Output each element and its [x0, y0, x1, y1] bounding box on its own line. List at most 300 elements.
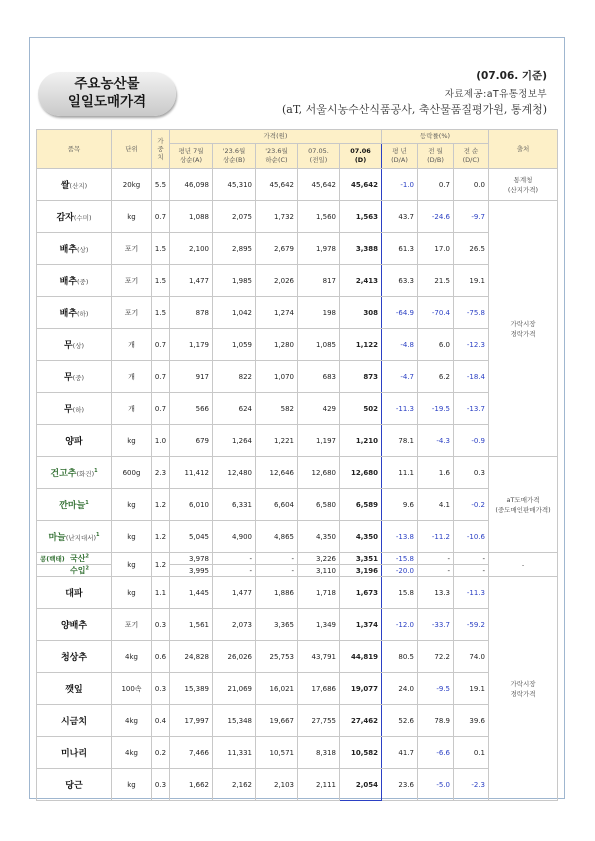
change-db-cell: 72.2	[418, 641, 454, 673]
table-row	[37, 577, 558, 609]
footnote-mark: 2	[85, 553, 89, 560]
change-db-cell: -33.7	[418, 609, 454, 641]
price-c-cell: 1,732	[256, 201, 298, 233]
unit-cell: 100속	[112, 673, 152, 705]
price-d-cell: 2,413	[340, 265, 382, 297]
item-name: 수입	[70, 566, 86, 575]
price-b-cell: 2,073	[213, 609, 256, 641]
price-b-cell: 6,331	[213, 489, 256, 521]
price-a-cell: 566	[170, 393, 213, 425]
weight-cell: 0.3	[152, 769, 170, 801]
weight-cell: 0.2	[152, 737, 170, 769]
price-a-cell: 1,179	[170, 329, 213, 361]
item-name-cell	[37, 577, 112, 609]
item-name-cell	[37, 457, 112, 489]
table-row	[37, 521, 558, 553]
table-row	[37, 201, 558, 233]
item-name: 쌀	[60, 181, 70, 191]
price-d-cell: 3,196	[340, 565, 382, 577]
soybean-label: 콩(백태)	[40, 555, 65, 563]
price-prev-cell: 27,755	[298, 705, 340, 737]
price-prev-cell: 17,686	[298, 673, 340, 705]
change-db-cell: -70.4	[418, 297, 454, 329]
table-row	[37, 361, 558, 393]
price-c-cell: 2,026	[256, 265, 298, 297]
price-b-cell: 1,059	[213, 329, 256, 361]
price-b-cell: -	[213, 565, 256, 577]
item-name-cell	[37, 609, 112, 641]
price-d-cell: 502	[340, 393, 382, 425]
price-d-cell: 873	[340, 361, 382, 393]
price-c-cell: 25,753	[256, 641, 298, 673]
source-cell: -	[489, 553, 558, 577]
source-text: 경락가격	[510, 329, 536, 338]
weight-cell: 2.3	[152, 457, 170, 489]
soybean-item-cell	[37, 565, 112, 577]
price-b-cell: -	[213, 553, 256, 565]
item-grade: (하)	[72, 406, 85, 414]
weight-cell: 1.2	[152, 489, 170, 521]
price-prev-cell: 1,978	[298, 233, 340, 265]
change-da-cell: 78.1	[382, 425, 418, 457]
price-a-cell: 6,010	[170, 489, 213, 521]
price-a-cell: 679	[170, 425, 213, 457]
table-row	[37, 705, 558, 737]
weight-cell: 1.0	[152, 425, 170, 457]
reference-date: (07.06. 기준)	[476, 70, 547, 82]
price-c-cell: 2,679	[256, 233, 298, 265]
unit-cell: 4kg	[112, 737, 152, 769]
item-name: 양파	[65, 437, 83, 447]
change-db-cell: 6.2	[418, 361, 454, 393]
weight-cell: 0.7	[152, 393, 170, 425]
price-prev-cell: 1,349	[298, 609, 340, 641]
table-row	[37, 169, 558, 201]
item-grade: (상)	[72, 342, 85, 350]
price-a-cell: 3,978	[170, 553, 213, 565]
item-grade: (상)	[77, 246, 89, 254]
change-db-cell: -11.2	[418, 521, 454, 553]
change-da-cell: -64.9	[382, 297, 418, 329]
table-row	[37, 233, 558, 265]
price-c-cell: 4,865	[256, 521, 298, 553]
price-prev-cell: 1,560	[298, 201, 340, 233]
table-row	[37, 769, 558, 801]
source-text: 경락가격	[510, 689, 536, 698]
item-grade: (중)	[72, 374, 85, 382]
price-d-cell: 1,563	[340, 201, 382, 233]
price-c-cell: 1,070	[256, 361, 298, 393]
item-name: 배추	[59, 245, 78, 255]
change-db-cell: -24.6	[418, 201, 454, 233]
price-prev-cell: 198	[298, 297, 340, 329]
price-b-cell: 11,331	[213, 737, 256, 769]
change-da-cell: -4.7	[382, 361, 418, 393]
price-c-cell: 45,642	[256, 169, 298, 201]
change-dc-cell: 0.0	[454, 169, 489, 201]
weight-cell: 0.3	[152, 673, 170, 705]
unit-cell: kg	[112, 577, 152, 609]
price-prev-cell: 8,318	[298, 737, 340, 769]
item-grade: (화건)	[76, 470, 95, 478]
price-c-cell: 3,365	[256, 609, 298, 641]
weight-cell: 1.2	[152, 553, 170, 577]
source-text: (산지가격)	[507, 185, 539, 194]
price-a-cell: 917	[170, 361, 213, 393]
price-d-cell: 1,210	[340, 425, 382, 457]
change-db-cell: 21.5	[418, 265, 454, 297]
weight-cell: 5.5	[152, 169, 170, 201]
change-da-cell: 15.8	[382, 577, 418, 609]
price-c-cell: 19,667	[256, 705, 298, 737]
change-db-cell: -	[418, 553, 454, 565]
item-name-cell	[37, 201, 112, 233]
item-name: 국산	[70, 554, 86, 563]
item-name: 마늘	[48, 533, 66, 543]
change-da-cell: 41.7	[382, 737, 418, 769]
price-prev-cell: 1,085	[298, 329, 340, 361]
price-b-cell: 1,477	[213, 577, 256, 609]
item-name-cell	[37, 169, 112, 201]
item-name: 대파	[65, 589, 83, 599]
data-provider: 자료제공:aT유통정보부	[444, 89, 547, 100]
change-dc-cell: -	[454, 553, 489, 565]
weight-cell: 0.7	[152, 201, 170, 233]
weight-cell: 1.2	[152, 521, 170, 553]
price-c-cell: -	[256, 565, 298, 577]
change-da-cell: -12.0	[382, 609, 418, 641]
price-d-cell: 19,077	[340, 673, 382, 705]
item-name-cell	[37, 705, 112, 737]
change-da-cell: -13.8	[382, 521, 418, 553]
price-b-cell: 822	[213, 361, 256, 393]
table-row	[37, 641, 558, 673]
table-row	[37, 609, 558, 641]
price-b-cell: 4,900	[213, 521, 256, 553]
change-db-cell: 17.0	[418, 233, 454, 265]
change-dc-cell: 39.6	[454, 705, 489, 737]
weight-cell: 1.5	[152, 297, 170, 329]
price-d-cell: 6,589	[340, 489, 382, 521]
weight-cell: 1.1	[152, 577, 170, 609]
price-c-cell: 1,221	[256, 425, 298, 457]
item-name-cell	[37, 641, 112, 673]
item-name: 양배추	[60, 621, 88, 631]
col-price-a: 평년 7월 상순(A)	[170, 144, 213, 169]
item-name: 깐마늘	[59, 501, 86, 511]
item-name-cell	[37, 297, 112, 329]
change-dc-cell: 0.1	[454, 737, 489, 769]
col-change-db: 전 월 (D/B)	[418, 144, 454, 169]
col-price-c: '23.6월 하순(C)	[256, 144, 298, 169]
change-dc-cell: 0.3	[454, 457, 489, 489]
unit-cell: 포기	[112, 297, 152, 329]
change-dc-cell: -12.3	[454, 329, 489, 361]
unit-cell: 600g	[112, 457, 152, 489]
price-d-cell: 3,351	[340, 553, 382, 565]
weight-cell: 0.7	[152, 361, 170, 393]
change-da-cell: -1.0	[382, 169, 418, 201]
table-row	[37, 553, 558, 565]
change-db-cell: 0.7	[418, 169, 454, 201]
source-text: (중도매인판매가격)	[495, 505, 551, 514]
change-dc-cell: -2.3	[454, 769, 489, 801]
item-name-cell	[37, 673, 112, 705]
col-price-prev: 07.05. (전일)	[298, 144, 340, 169]
price-b-cell: 12,480	[213, 457, 256, 489]
change-db-cell: 4.1	[418, 489, 454, 521]
price-b-cell: 2,075	[213, 201, 256, 233]
price-c-cell: 1,886	[256, 577, 298, 609]
item-name-cell	[37, 361, 112, 393]
table-row	[37, 489, 558, 521]
footnote-mark: 2	[85, 565, 89, 572]
price-a-cell: 878	[170, 297, 213, 329]
price-a-cell: 3,995	[170, 565, 213, 577]
change-dc-cell: -0.2	[454, 489, 489, 521]
price-b-cell: 2,162	[213, 769, 256, 801]
price-c-cell: 1,280	[256, 329, 298, 361]
unit-cell: 4kg	[112, 641, 152, 673]
weight-cell: 1.5	[152, 233, 170, 265]
item-name: 무	[63, 373, 73, 383]
price-c-cell: 16,021	[256, 673, 298, 705]
unit-cell: kg	[112, 521, 152, 553]
price-a-cell: 1,445	[170, 577, 213, 609]
price-a-cell: 17,997	[170, 705, 213, 737]
col-item: 품목	[37, 130, 112, 169]
unit-cell: 20kg	[112, 169, 152, 201]
price-b-cell: 2,895	[213, 233, 256, 265]
change-da-cell: 52.6	[382, 705, 418, 737]
table-row	[37, 393, 558, 425]
price-d-cell: 308	[340, 297, 382, 329]
price-c-cell: 1,274	[256, 297, 298, 329]
price-prev-cell: 3,226	[298, 553, 340, 565]
price-b-cell: 1,042	[213, 297, 256, 329]
price-d-cell: 10,582	[340, 737, 382, 769]
price-d-cell: 1,122	[340, 329, 382, 361]
col-price-d: 07.06 (D)	[340, 144, 382, 169]
price-prev-cell: 4,350	[298, 521, 340, 553]
col-change-da: 평 년 (D/A)	[382, 144, 418, 169]
source-cell	[489, 577, 558, 801]
price-b-cell: 45,310	[213, 169, 256, 201]
weight-cell: 0.6	[152, 641, 170, 673]
unit-cell: kg	[112, 425, 152, 457]
change-db-cell: 13.3	[418, 577, 454, 609]
price-d-cell: 44,819	[340, 641, 382, 673]
price-prev-cell: 683	[298, 361, 340, 393]
item-name: 배추	[59, 277, 78, 287]
item-name: 감자	[56, 213, 74, 223]
table-row	[37, 737, 558, 769]
change-da-cell: -11.3	[382, 393, 418, 425]
change-da-cell: 63.3	[382, 265, 418, 297]
price-c-cell: 6,604	[256, 489, 298, 521]
item-name-cell	[37, 329, 112, 361]
change-da-cell: 23.6	[382, 769, 418, 801]
item-grade: (난지대서)	[65, 534, 97, 542]
price-a-cell: 1,662	[170, 769, 213, 801]
price-prev-cell: 429	[298, 393, 340, 425]
price-table	[36, 129, 558, 801]
price-prev-cell: 817	[298, 265, 340, 297]
change-dc-cell: -11.3	[454, 577, 489, 609]
price-c-cell: 10,571	[256, 737, 298, 769]
weight-cell: 0.4	[152, 705, 170, 737]
item-name-cell	[37, 393, 112, 425]
item-grade: (수미)	[73, 214, 92, 222]
price-d-cell: 12,680	[340, 457, 382, 489]
price-b-cell: 1,264	[213, 425, 256, 457]
unit-cell: kg	[112, 489, 152, 521]
item-name: 무	[63, 341, 73, 351]
change-db-cell: 1.6	[418, 457, 454, 489]
weight-cell: 0.3	[152, 609, 170, 641]
unit-cell: kg	[112, 769, 152, 801]
item-grade: (중)	[77, 278, 89, 286]
change-da-cell: -4.8	[382, 329, 418, 361]
price-prev-cell: 12,680	[298, 457, 340, 489]
col-price-group: 가격(원)	[170, 130, 382, 144]
price-a-cell: 46,098	[170, 169, 213, 201]
price-a-cell: 1,561	[170, 609, 213, 641]
change-dc-cell: -59.2	[454, 609, 489, 641]
change-da-cell: 9.6	[382, 489, 418, 521]
change-da-cell: -20.0	[382, 565, 418, 577]
title-badge	[38, 72, 176, 116]
col-source: 출처	[489, 130, 558, 169]
table-row	[37, 457, 558, 489]
table-row	[37, 425, 558, 457]
item-name: 건고추	[50, 469, 77, 479]
change-db-cell: -6.6	[418, 737, 454, 769]
item-name-cell	[37, 265, 112, 297]
price-prev-cell: 3,110	[298, 565, 340, 577]
col-unit: 단위	[112, 130, 152, 169]
source-text: 가락시장	[510, 679, 536, 688]
price-prev-cell: 45,642	[298, 169, 340, 201]
unit-cell: 4kg	[112, 705, 152, 737]
price-b-cell: 1,985	[213, 265, 256, 297]
price-d-cell: 27,462	[340, 705, 382, 737]
unit-cell: 개	[112, 393, 152, 425]
item-grade: (하)	[77, 310, 89, 318]
table-row	[37, 329, 558, 361]
price-prev-cell: 2,111	[298, 769, 340, 801]
item-name-cell	[37, 769, 112, 801]
change-da-cell: 43.7	[382, 201, 418, 233]
price-c-cell: 582	[256, 393, 298, 425]
data-sources: (aT, 서울시농수산식품공사, 축산물품질평가원, 통계청)	[282, 103, 547, 116]
weight-cell: 0.7	[152, 329, 170, 361]
item-name: 미나리	[60, 749, 88, 759]
weight-cell: 1.5	[152, 265, 170, 297]
price-a-cell: 24,828	[170, 641, 213, 673]
source-text: 가락시장	[510, 319, 536, 328]
price-b-cell: 21,069	[213, 673, 256, 705]
col-change-dc: 전 순 (D/C)	[454, 144, 489, 169]
soybean-item-cell	[37, 553, 112, 565]
change-dc-cell: 26.5	[454, 233, 489, 265]
item-name: 당근	[65, 781, 83, 791]
change-dc-cell: -75.8	[454, 297, 489, 329]
unit-cell: kg	[112, 553, 152, 577]
price-a-cell: 5,045	[170, 521, 213, 553]
item-name: 시금치	[60, 717, 88, 727]
change-dc-cell: 19.1	[454, 265, 489, 297]
col-weight	[152, 130, 170, 169]
table-row	[37, 673, 558, 705]
price-b-cell: 26,026	[213, 641, 256, 673]
source-text: 통계청	[513, 175, 533, 184]
unit-cell: kg	[112, 201, 152, 233]
item-name: 배추	[59, 309, 78, 319]
unit-cell: 포기	[112, 233, 152, 265]
change-dc-cell: 74.0	[454, 641, 489, 673]
change-db-cell: 78.9	[418, 705, 454, 737]
col-weight-label: 가중치	[157, 136, 164, 161]
change-db-cell: -5.0	[418, 769, 454, 801]
unit-cell: 포기	[112, 609, 152, 641]
price-a-cell: 1,477	[170, 265, 213, 297]
footnote-mark: 1	[96, 532, 100, 538]
change-dc-cell: -18.4	[454, 361, 489, 393]
price-c-cell: -	[256, 553, 298, 565]
change-da-cell: 80.5	[382, 641, 418, 673]
price-a-cell: 15,389	[170, 673, 213, 705]
col-price-b: '23.6월 상순(B)	[213, 144, 256, 169]
price-prev-cell: 43,791	[298, 641, 340, 673]
unit-cell: 개	[112, 361, 152, 393]
price-d-cell: 3,388	[340, 233, 382, 265]
price-b-cell: 15,348	[213, 705, 256, 737]
item-name-cell	[37, 489, 112, 521]
change-dc-cell: -0.9	[454, 425, 489, 457]
change-dc-cell: -	[454, 565, 489, 577]
change-dc-cell: -10.6	[454, 521, 489, 553]
change-db-cell: 6.0	[418, 329, 454, 361]
change-dc-cell: -13.7	[454, 393, 489, 425]
price-a-cell: 1,088	[170, 201, 213, 233]
change-db-cell: -	[418, 565, 454, 577]
price-d-cell: 1,374	[340, 609, 382, 641]
item-name: 깻잎	[65, 685, 83, 695]
change-da-cell: 24.0	[382, 673, 418, 705]
change-db-cell: -9.5	[418, 673, 454, 705]
price-c-cell: 2,103	[256, 769, 298, 801]
change-dc-cell: 19.1	[454, 673, 489, 705]
price-d-cell: 45,642	[340, 169, 382, 201]
unit-cell: 개	[112, 329, 152, 361]
item-name: 무	[63, 405, 73, 415]
price-a-cell: 7,466	[170, 737, 213, 769]
source-cell	[489, 201, 558, 457]
item-name-cell	[37, 425, 112, 457]
source-cell	[489, 457, 558, 553]
change-db-cell: -19.5	[418, 393, 454, 425]
price-b-cell: 624	[213, 393, 256, 425]
footnote-mark: 1	[85, 500, 89, 506]
price-d-cell: 4,350	[340, 521, 382, 553]
price-d-cell: 2,054	[340, 769, 382, 801]
price-a-cell: 2,100	[170, 233, 213, 265]
item-name-cell	[37, 521, 112, 553]
unit-cell: 포기	[112, 265, 152, 297]
price-prev-cell: 1,197	[298, 425, 340, 457]
table-row	[37, 265, 558, 297]
